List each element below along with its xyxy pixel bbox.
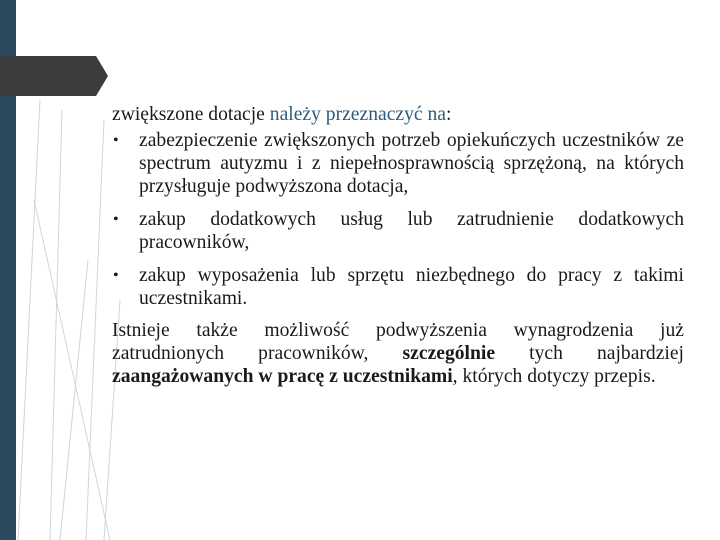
intro-line: [112, 103, 684, 126]
bullet-text: zakup wyposażenia lub sprzętu niezbędnego do pracy z takimi uczestnikami.: [139, 265, 684, 309]
bullet-icon: •: [113, 211, 119, 228]
closing-bold-2: zaangażowanych w pracę z uczestnikami: [112, 366, 453, 387]
slide-content: [112, 103, 684, 388]
intro-colon: :: [445, 104, 452, 125]
closing-text-1: Istnieje także możliwość podwyższenia wynagrodzenia już zatrudnionych pracowników,: [112, 320, 684, 364]
closing-bold-1: szczególnie: [402, 343, 496, 364]
list-item: [112, 208, 684, 254]
list-item: [112, 129, 684, 198]
bullet-text: zakup dodatkowych usług lub zatrudnienie dodatkowych pracowników,: [139, 209, 684, 253]
title-tab-shape: [0, 56, 108, 96]
closing-paragraph: [112, 319, 684, 388]
bullet-icon: •: [113, 267, 119, 284]
list-item: [112, 264, 684, 310]
closing-text-3: , których dotyczy przepis.: [452, 366, 656, 387]
bullet-list: [112, 129, 684, 310]
bullet-icon: •: [113, 132, 119, 149]
closing-text-2: tych najbardziej: [495, 343, 684, 364]
intro-highlight: należy przeznaczyć na: [269, 104, 446, 125]
intro-text: zwiększone dotacje: [112, 104, 270, 125]
bullet-text: zabezpieczenie zwiększonych potrzeb opiekuńczych uczestników ze spectrum autyzmu i z niepełnosprawnością sprzężoną, na których przysługuje podwyższona dotacja,: [139, 130, 684, 197]
